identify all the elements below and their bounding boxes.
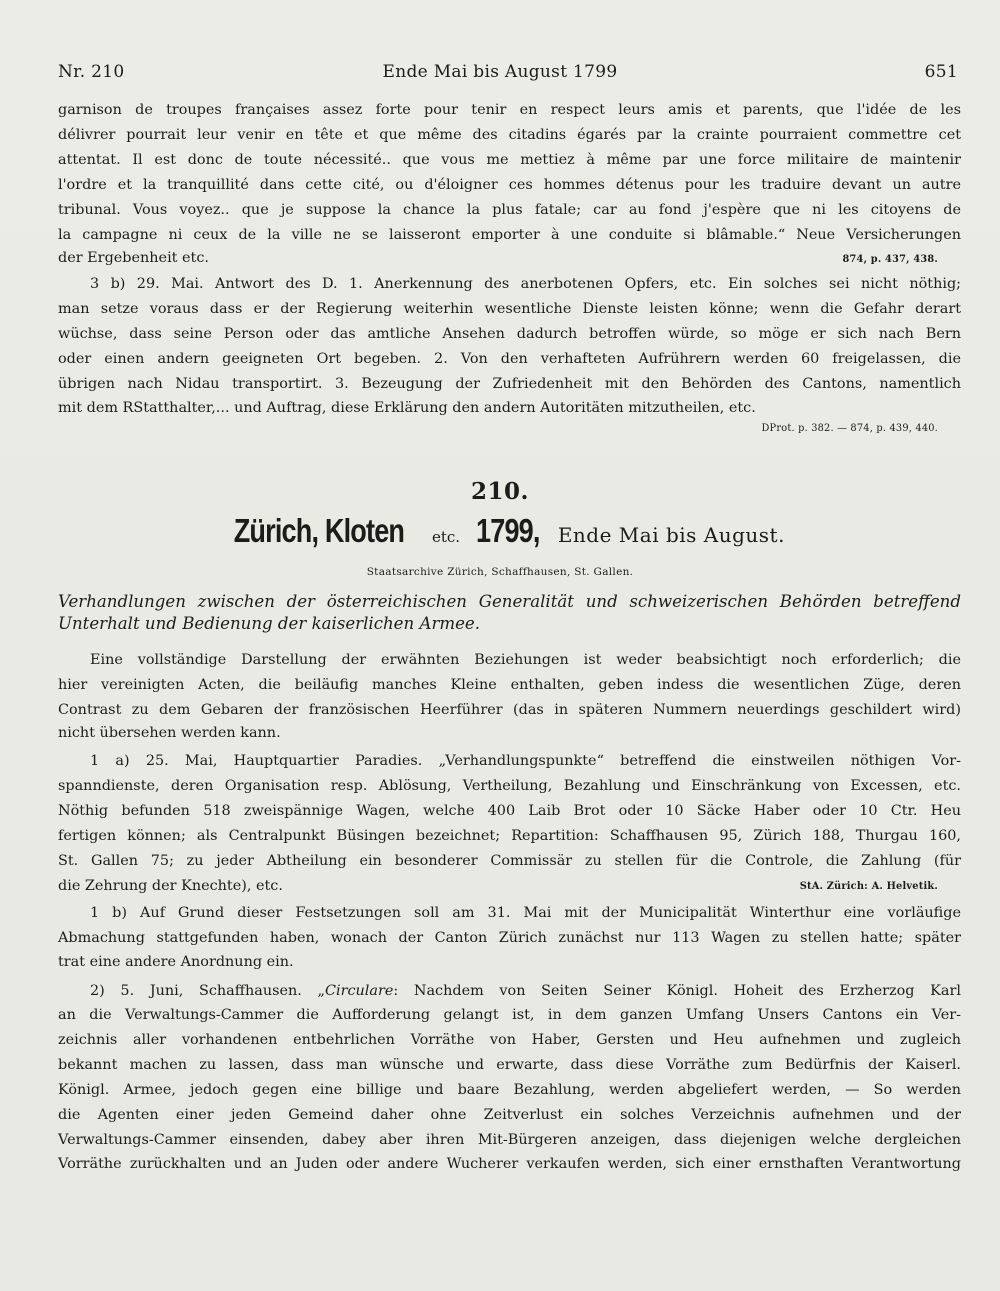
text-line: 1 a) 25. Mai, Hauptquartier Paradies. „Verhandlungspunkte“ betreffend die einstweilen nöthigen Vor- [90,753,961,769]
text-line: die Zehrung der Knechte), etc. [58,878,283,894]
text-line: die Agenten einer jeden Gemeind daher ohne Zeitverlust ein solches Verzeichnis aufnehmen und der [58,1107,961,1123]
document-subtitle: Verhandlungen zwischen der österreichischen Generalität und schweizerischen Behörden betreffend [58,592,961,611]
text-line: trat eine andere Anordnung ein. [58,954,294,970]
text-line [90,982,961,1000]
text-line: nicht übersehen werden kann. [58,725,281,741]
text-line: Königl. Armee, jedoch gegen eine billige und baare Bezahlung, werden abgeliefert werden, — So werden [58,1082,961,1098]
text-line: 1 b) Auf Grund dieser Festsetzungen soll am 31. Mai mit der Municipalität Winterthur eine vorläufige [90,905,961,921]
document-year: 1799, [476,512,540,549]
text-line: 3 b) 29. Mai. Antwort des D. 1. Anerkennung des anerbotenen Opfers, etc. Ein solches sei nicht nöthig; [90,276,961,292]
text-line: der Ergebenheit etc. [58,250,209,266]
para2-start: 2) 5. Juni, Schaffhausen. „ [90,983,325,999]
text-line: Abmachung stattgefunden haben, wonach der Canton Zürich zunächst nur 113 Wagen zu stellen hatte; später [58,930,961,946]
document-date: Ende Mai bis August. [557,523,785,547]
para2-rest: : Nachdem von Seiten Seiner Königl. Hoheit des Erzherzog Karl [393,983,961,999]
archive-source: Staatsarchive Zürich, Schaffhausen, St. Gallen. [366,566,634,578]
text-line: wüchse, dass seine Person oder das amtliche Ansehen dadurch betroffen würde, so möge er sich nach Bern [58,326,961,342]
text-line: bekannt machen zu lassen, dass man wünsche und erwarte, dass diese Vorräthe zum Bedürfnis der Kaiserl. [58,1057,961,1073]
text-line: man setze voraus dass er der Regierung weiterhin wesentliche Dienste leisten könne; wenn die Gefahr derart [58,301,961,317]
text-line: délivrer pourrait leur venir en tête et que même des citadins égarés par la crainte pourraient commettre cet [58,127,961,143]
source-reference: DProt. p. 382. — 874, p. 439, 440. [761,423,938,434]
text-line: spanndienste, deren Organisation resp. Ablösung, Vertheilung, Bezahlung und Einschränkung von Excessen, etc. [58,778,961,794]
header-date-range: Ende Mai bis August 1799 [382,62,618,82]
header-doc-number: Nr. 210 [58,62,125,82]
document-place-etc: etc. [431,528,461,546]
text-line: Nöthig befunden 518 zweispännige Wagen, welche 400 Laib Brot oder 10 Säcke Haber oder 10 Ctr. Heu [58,803,961,819]
text-line: hier vereinigten Acten, die beiläufig manches Kleine enthalten, geben indess die wesentlichen Züge, deren [58,677,961,693]
text-line: an die Verwaltungs-Cammer die Aufforderung gelangt ist, in dem ganzen Umfang Unsers Cantons ein Ver- [58,1007,961,1023]
text-line: Eine vollständige Darstellung der erwähnten Beziehungen ist weder beabsichtigt noch erforderlich; die [90,652,961,668]
text-line: Vorräthe zurückhalten und an Juden oder andere Wucherer verkaufen werden, sich einer ernsthaften Verantwortung [58,1156,961,1172]
text-line: Contrast zu dem Gebaren der französischen Heerführer (das in späteren Nummern neuerdings geschildert wird) [58,702,961,718]
text-line: attentat. Il est donc de toute nécessité.. que vous me mettiez à même par une force militaire de maintenir [58,152,961,168]
source-reference: StA. Zürich: A. Helvetik. [799,881,938,892]
document-title [0,512,1000,550]
text-line: garnison de troupes françaises assez forte pour tenir en respect leurs amis et parents, que l'idée de les [58,102,961,118]
text-line: übrigen nach Nidau transportirt. 3. Bezeugung der Zufriedenheit mit den Behörden des Cantons, namentlich [58,376,961,392]
text-line: l'ordre et la tranquillité dans cette cité, ou d'éloigner ces hommes détenus pour les traduire devant un autre [58,177,961,193]
page-number: 651 [924,62,958,82]
text-line: St. Gallen 75; zu jeder Abtheilung ein besonderer Commissär zu stellen für die Controle, die Zahlung (für [58,853,961,869]
document-subtitle: Unterhalt und Bedienung der kaiserlichen Armee. [58,614,481,633]
document-number: 210. [470,478,530,505]
circulare-label: Circulare [324,983,394,999]
text-line: Verwaltungs-Cammer einsenden, dabey aber ihren Mit-Bürgeren anzeigen, dass diejenigen welche dergleichen [58,1132,961,1148]
source-reference: 874, p. 437, 438. [842,254,938,265]
text-line: mit dem RStatthalter,... und Auftrag, diese Erklärung den andern Autoritäten mitzutheilen, etc. [58,400,756,416]
document-place: Zürich, Kloten [233,512,405,549]
text-line: fertigen können; als Centralpunkt Büsingen bezeichnet; Repartition: Schaffhausen 95, Zürich 188, Thurgau 160, [58,828,961,844]
text-line: zeichnis aller vorhandenen entbehrlichen Vorräthe von Haber, Gersten und Heu aufnehmen und zugleich [58,1032,961,1048]
text-line: tribunal. Vous voyez.. que je suppose la chance la plus fatale; car au fond j'espère que ni les citoyens de [58,202,961,218]
text-line: oder einen andern geeigneten Ort begeben. 2. Von den verhafteten Aufrührern werden 60 freigelassen, die [58,351,961,367]
text-line: la campagne ni ceux de la ville ne se laisseront emporter à une conduite si blâmable.“ Neue Versicherungen [58,227,961,243]
